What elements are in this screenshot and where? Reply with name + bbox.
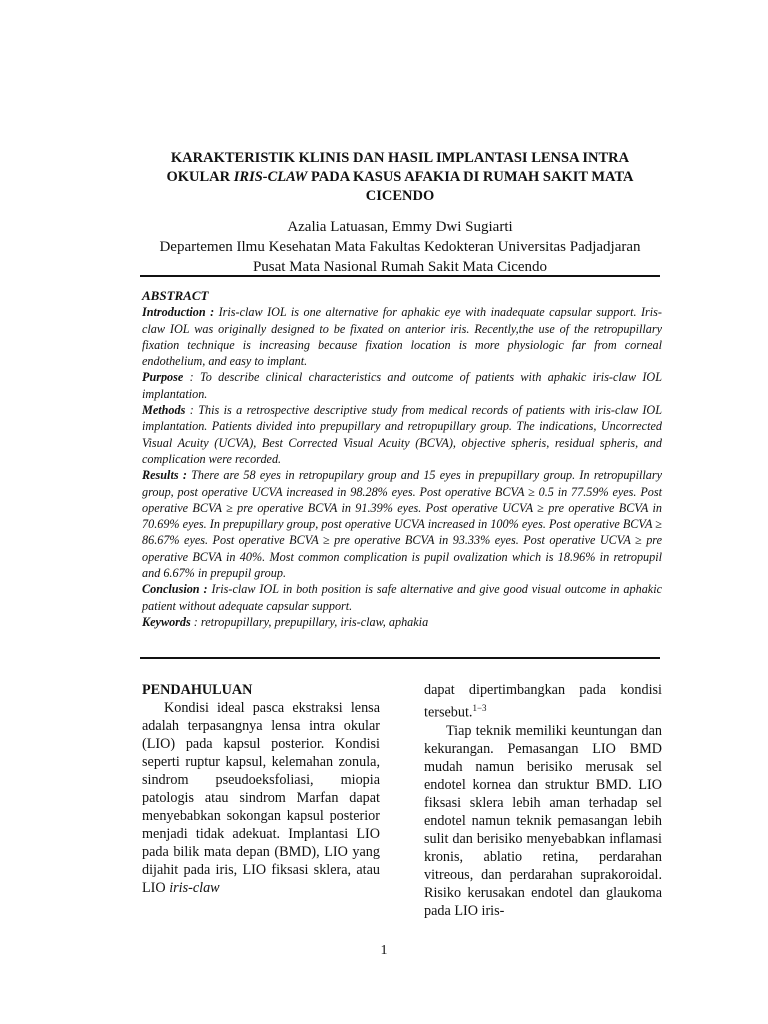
abstract-introduction — [142, 304, 662, 369]
conclusion-text: Iris-claw IOL in both position is safe alternative and give good visual outcome in aphakic patient without adequate capsular support. — [142, 582, 662, 613]
purpose-text: : To describe clinical characteristics and outcome of patients with aphakic iris-claw IOL implantation. — [142, 370, 662, 401]
title-line-2-pre: OKULAR — [166, 169, 234, 185]
results-text: There are 58 eyes in retropupilary group and 15 eyes in prepupillary group. In retropupillary group, post operative UCVA increased in 98.28% eyes. Post operative BCVA ≥ 0.5 in 77.59% eyes. Post operative BCVA ≥ pre operative BCVA in 91.39% eyes. Post operative UCVA ≥ pre operative BCVA in 70.69% eyes. In prepupillary group, post operative UCVA increased in 100% eyes. Post operative BCVA ≥ 86.67% eyes. Post operative BCVA ≥ pre operative BCVA in 93.33% eyes. Post operative UCVA ≥ pre operative BCVA in 40%. Most common complication is pupil ovalization which is 18.96% in retropupil and 6.67% in prepupil group. — [142, 468, 662, 581]
abstract-keywords — [142, 614, 662, 630]
results-label: Results : — [142, 468, 187, 483]
author-block — [100, 217, 700, 277]
purpose-label: Purpose — [142, 370, 184, 385]
author-names: Azalia Latuasan, Emmy Dwi Sugiarti — [287, 219, 513, 235]
conclusion-label: Conclusion : — [142, 582, 208, 597]
abstract — [142, 288, 662, 630]
body-column-left — [142, 681, 380, 897]
body-paragraph: Tiap teknik memiliki keuntungan dan kekurangan. Pemasangan LIO BMD mudah namun berisiko merusak sel endotel kornea dan struktur BMD. LIO fiksasi sklera lebih aman terhadap sel endotel namun teknik pemasangan lebih sulit dan berisiko menyebabkan inflamasi kronis, ablatio retina, perdarahan vitreous, dan perdarahan suprakoroidal. Risiko kerusakan endotel dan glaukoma pada LIO iris- — [424, 722, 662, 919]
keywords-text: : retropupillary, prepupillary, iris-claw, aphakia — [190, 614, 429, 629]
affiliation-1: Departemen Ilmu Kesehatan Mata Fakultas Kedokteran Universitas Padjadjaran — [159, 239, 641, 255]
keywords-label: Keywords — [142, 614, 191, 629]
introduction-text: Iris-claw IOL is one alternative for aphakic eye with inadequate capsular support. Iris-claw IOL was originally designed to be fixated on anterior iris. Recently,the use of the retropupillary fixation technique is increasing because fixation location is more physiologic far from corneal endothelium, and easy to implant. — [142, 305, 662, 369]
body-column-right — [424, 681, 662, 920]
paragraph-text: Kondisi ideal pasca ekstraksi lensa adalah terpasangnya lensa intra okular (LIO) pada kapsul posterior. Kondisi seperti ruptur kapsul, kelemahan zonula, sindrom pseudoeksfoliasi, miopia patologis atau sindrom Marfan dapat menyebabkan sokongan kapsul posterior menjadi tidak adekuat. Implantasi LIO pada bilik mata depan (BMD), LIO yang dijahit pada iris, LIO fiksasi sklera, atau LIO — [142, 700, 380, 896]
paragraph-text: dapat dipertimbangkan pada kondisi tersebut. — [424, 682, 662, 721]
abstract-heading: ABSTRACT — [142, 288, 209, 303]
bottom-divider — [140, 657, 660, 659]
title-line-2-italic: IRIS-CLAW — [233, 169, 308, 185]
body-paragraph — [142, 699, 380, 897]
introduction-label: Introduction : — [142, 305, 215, 320]
section-heading: PENDAHULUAN — [142, 682, 253, 698]
methods-label: Methods — [142, 403, 186, 418]
citation-superscript: 1−3 — [472, 703, 487, 713]
title-line-2 — [130, 168, 670, 187]
title-line-3: CICENDO — [365, 188, 435, 204]
abstract-results — [142, 467, 662, 581]
abstract-purpose — [142, 369, 662, 402]
title-line-2-post: PADA KASUS AFAKIA DI RUMAH SAKIT MATA — [307, 169, 634, 185]
abstract-methods — [142, 402, 662, 467]
page-number: 1 — [380, 943, 388, 958]
body-paragraph-continued — [424, 681, 662, 722]
paragraph-italic-term: iris-claw — [169, 880, 220, 896]
methods-text: : This is a retrospective descriptive study from medical records of patients with iris-claw IOL implantation. Patients divided into prepupillary and retropupillary group. The indications, Uncorrected Visual Acuity (UCVA), Best Corrected Visual Acuity (BCVA), objective spheris, residual spheris, and complication were recorded. — [142, 403, 662, 466]
top-divider — [140, 275, 660, 277]
abstract-conclusion — [142, 581, 662, 614]
title-line-1: KARAKTERISTIK KLINIS DAN HASIL IMPLANTASI LENSA INTRA — [170, 150, 630, 166]
affiliation-2: Pusat Mata Nasional Rumah Sakit Mata Cicendo — [252, 259, 548, 275]
paper-title — [130, 149, 670, 206]
